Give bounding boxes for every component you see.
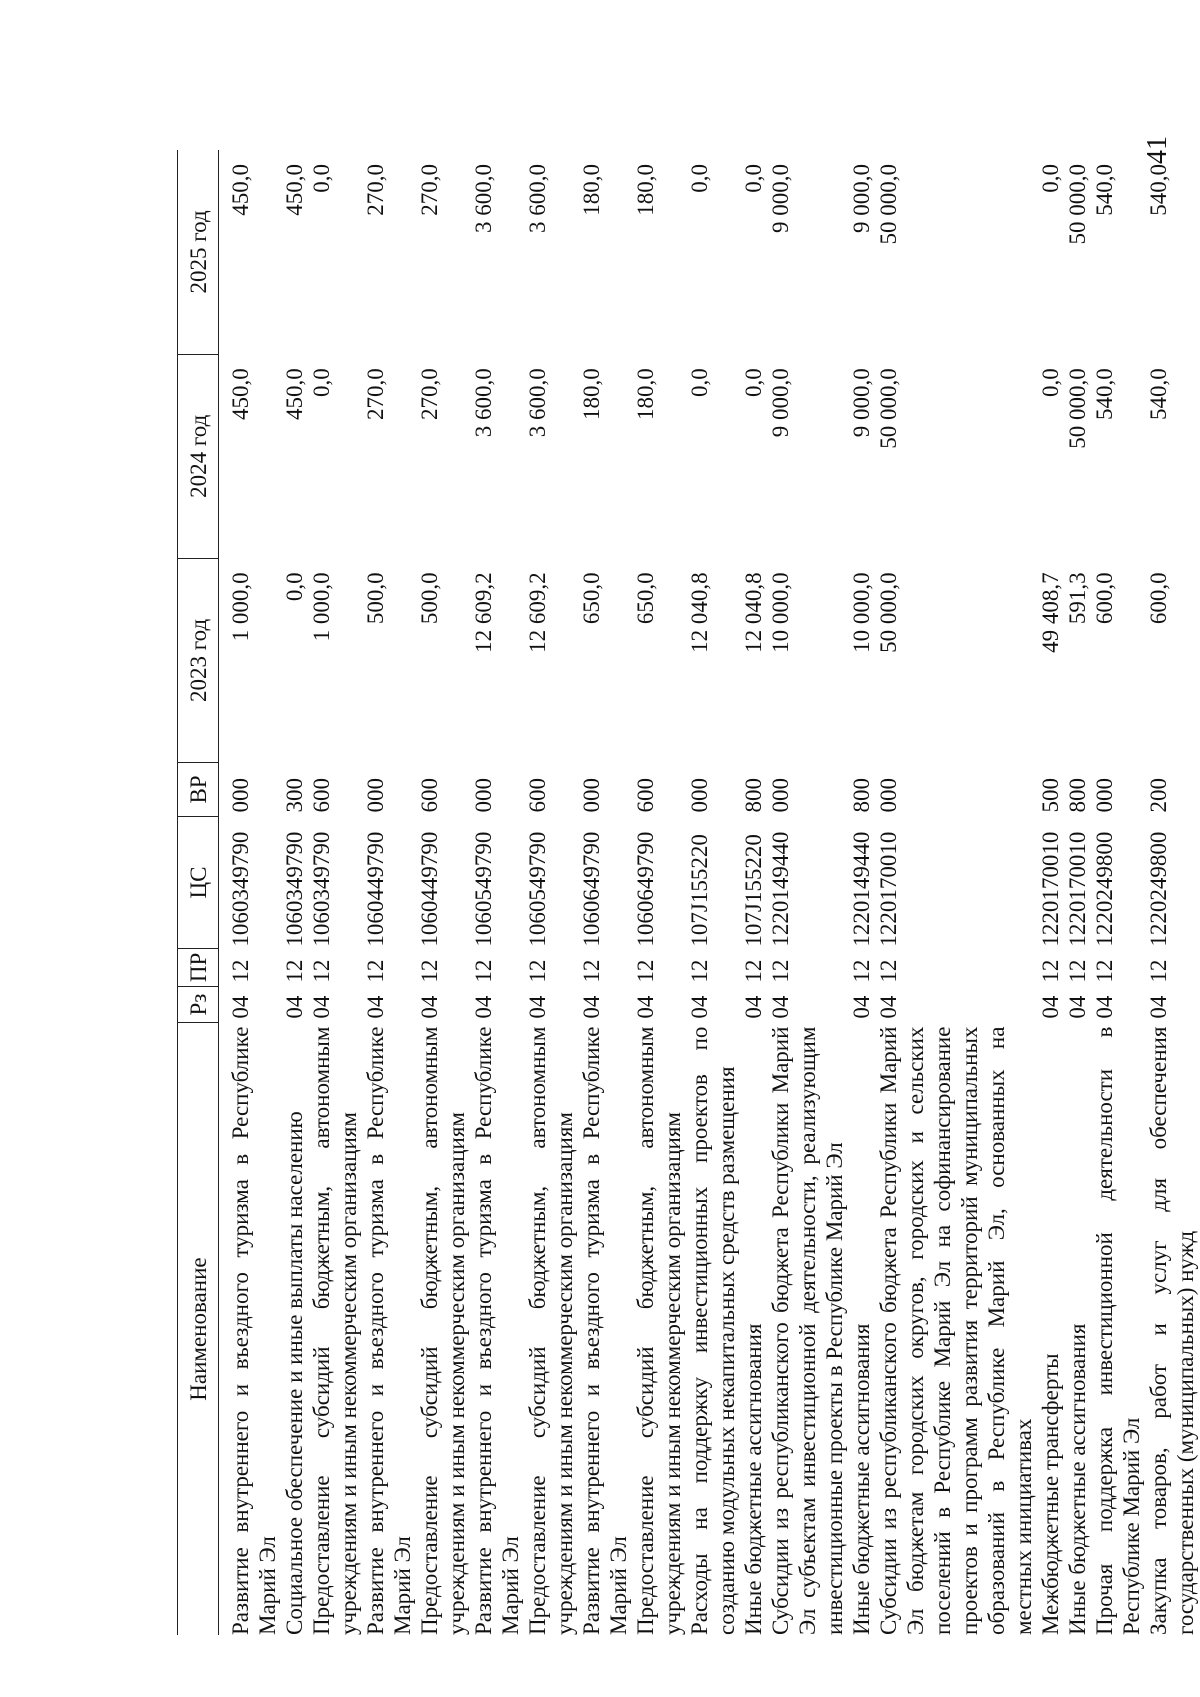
row-2024: 0,0 [741,368,766,397]
row-rz: 04 [525,995,550,1019]
row-vr: 600 [417,777,442,813]
row-2023: 10 000,0 [849,572,874,653]
table-row [1091,150,1145,1635]
row-pr: 12 [525,959,550,983]
row-pr: 12 [282,959,307,983]
row-pr: 12 [687,959,712,983]
row-pr: 12 [228,959,253,983]
row-vr: 000 [768,777,793,813]
row-vr: 600 [633,777,658,813]
row-vr: 500 [1038,777,1063,813]
row-cs: 1060349790 [309,831,334,947]
row-2023: 0,0 [282,572,307,602]
row-2025: 3 600,0 [525,164,550,233]
row-2024: 270,0 [363,368,388,420]
row-rz: 04 [741,995,766,1019]
row-2025: 0,0 [741,164,766,193]
row-2023: 500,0 [363,572,388,625]
row-pr: 12 [363,959,388,983]
row-pr: 12 [1146,959,1171,983]
header-pr: ПР [178,949,219,987]
row-name: Предоставление субсидий бюджетным, автономным учреждениям и иным некоммерческим организациям [525,1026,577,1635]
row-pr: 12 [633,959,658,983]
table-row [578,150,632,1635]
row-2023: 650,0 [633,572,658,625]
row-2023: 591,3 [1065,572,1090,625]
row-name: Расходы на поддержку инвестиционных проектов по созданию модульных некапитальных средств размещения [687,1026,739,1635]
row-2023: 12 040,8 [741,572,766,653]
row-vr: 000 [687,777,712,813]
row-name: Развитие внутреннего и въездного туризма в Республике Марий Эл [228,1026,280,1635]
row-cs: 1220149440 [849,831,874,947]
row-2024: 180,0 [579,368,604,420]
table-row [875,150,1037,1635]
row-rz: 04 [876,995,901,1019]
header-2023: 2023 год [178,558,219,762]
row-2025: 450,0 [228,164,253,216]
row-vr: 800 [741,777,766,813]
row-name: Предоставление субсидий бюджетным, автономным учреждениям и иным некоммерческим организациям [309,1026,361,1635]
row-rz: 04 [687,995,712,1019]
row-vr: 000 [1092,777,1117,813]
row-2025: 270,0 [417,164,442,216]
row-2025: 9 000,0 [849,164,874,233]
row-pr: 12 [417,959,442,983]
row-rz: 04 [1146,995,1171,1019]
header-2024: 2024 год [178,354,219,558]
row-pr: 12 [849,959,874,983]
row-name: Иные бюджетные ассигнования [1065,1323,1090,1635]
header-rz: Рз [178,987,219,1023]
row-name: Развитие внутреннего и въездного туризма в Республике Марий Эл [579,1026,631,1635]
row-vr: 600 [309,777,334,813]
row-name: Социальное обеспечение и иные выплаты населению [282,1111,307,1635]
header-vr: ВР [178,762,219,816]
row-name: Иные бюджетные ассигнования [849,1323,874,1635]
row-2024: 0,0 [309,368,334,397]
header-2025: 2025 год [178,150,219,354]
row-name: Закупка товаров, работ и услуг для обеспечения государственных (муниципальных) нужд [1146,1026,1198,1635]
row-2024: 0,0 [1038,368,1063,397]
row-2025: 3 600,0 [471,164,496,233]
row-vr: 000 [471,777,496,813]
table-row [1064,150,1091,1635]
row-2023: 12 609,2 [525,572,550,653]
table-row [686,150,740,1635]
row-2025: 270,0 [363,164,388,216]
row-rz: 04 [579,995,604,1019]
row-vr: 800 [849,777,874,813]
row-2024: 450,0 [282,368,307,420]
row-2023: 50 000,0 [876,572,901,653]
row-cs: 1220170010 [876,831,901,947]
table-row [362,150,416,1635]
row-pr: 12 [309,959,334,983]
row-2024: 270,0 [417,368,442,420]
header-name: Наименование [178,1023,219,1635]
row-vr: 800 [1065,777,1090,813]
row-rz: 04 [1092,995,1117,1019]
row-pr: 12 [741,959,766,983]
row-cs: 1060549790 [525,831,550,947]
row-2025: 0,0 [1038,164,1063,193]
row-vr: 000 [363,777,388,813]
row-2024: 3 600,0 [525,368,550,438]
table-row [308,150,362,1635]
row-cs: 1060449790 [363,831,388,947]
row-pr: 12 [1065,959,1090,983]
row-2023: 10 000,0 [768,572,793,653]
row-cs: 1220249800 [1092,831,1117,947]
row-2025: 540,0 [1146,164,1171,216]
row-pr: 12 [471,959,496,983]
row-2024: 9 000,0 [768,368,793,438]
page-number: 41 [1142,136,1173,164]
row-2024: 540,0 [1146,368,1171,420]
row-cs: 1060649790 [633,831,658,947]
row-2023: 500,0 [417,572,442,625]
row-name: Развитие внутреннего и въездного туризма в Республике Марий Эл [471,1026,523,1635]
row-vr: 000 [876,777,901,813]
row-name: Субсидии из республиканского бюджета Республики Марий Эл бюджетам городских округов, городских и сельских поселений в Республике Марий Эл на софинансирование проектов и программ развития территорий муниципальных образований в Республике Марий Эл, основанных на местных инициативах [876,1026,1036,1635]
row-rz: 04 [363,995,388,1019]
row-2025: 9 000,0 [768,164,793,233]
row-name: Предоставление субсидий бюджетным, автономным учреждениям и иным некоммерческим организациям [417,1026,469,1635]
row-2024: 50 000,0 [876,368,901,449]
row-2025: 50 000,0 [1065,164,1090,245]
row-rz: 04 [471,995,496,1019]
row-2025: 450,0 [282,164,307,216]
row-cs: 107J155220 [741,834,766,947]
row-pr: 12 [768,959,793,983]
table-row [767,150,848,1635]
row-2025: 0,0 [687,164,712,193]
row-vr: 000 [579,777,604,813]
row-cs: 1060349790 [282,831,307,947]
row-rz: 04 [633,995,658,1019]
table-row [632,150,686,1635]
row-pr: 12 [876,959,901,983]
row-rz: 04 [1038,995,1063,1019]
row-name: Прочая поддержка инвестиционной деятельности в Республике Марий Эл [1092,1026,1144,1635]
row-2023: 12 609,2 [471,572,496,653]
row-2025: 540,0 [1092,164,1117,216]
budget-table-sheet [177,150,1198,1635]
row-2023: 650,0 [579,572,604,625]
budget-table [177,150,1199,1635]
table-row [219,150,282,1635]
row-pr: 12 [579,959,604,983]
row-2024: 3 600,0 [471,368,496,438]
row-rz: 04 [417,995,442,1019]
row-2024: 180,0 [633,368,658,420]
table-header-row [178,150,219,1635]
table-row [1037,150,1064,1635]
row-cs: 1060549790 [471,831,496,947]
row-2024: 0,0 [687,368,712,397]
row-vr: 300 [282,777,307,813]
row-2025: 180,0 [579,164,604,216]
row-pr: 12 [1092,959,1117,983]
header-cs: ЦС [178,816,219,948]
row-2024: 540,0 [1092,368,1117,420]
row-2025: 0,0 [309,164,334,193]
table-row [524,150,578,1635]
row-2023: 600,0 [1146,572,1171,625]
row-rz: 04 [1065,995,1090,1019]
row-2024: 50 000,0 [1065,368,1090,449]
table-row [281,150,308,1635]
row-cs: 1060649790 [579,831,604,947]
table-row [848,150,875,1635]
table-row [740,150,767,1635]
row-vr: 600 [525,777,550,813]
row-rz: 04 [309,995,334,1019]
row-2023: 49 408,7 [1038,572,1063,653]
row-2023: 1 000,0 [228,572,253,642]
table-row [1145,150,1199,1635]
row-name: Межбюджетные трансферты [1038,1353,1063,1635]
row-2023: 12 040,8 [687,572,712,653]
row-name: Предоставление субсидий бюджетным, автономным учреждениям и иным некоммерческим организациям [633,1026,685,1635]
row-rz: 04 [228,995,253,1019]
row-2025: 180,0 [633,164,658,216]
row-vr: 200 [1146,777,1171,813]
row-cs: 1060349790 [228,831,253,947]
row-cs: 1220170010 [1038,831,1063,947]
row-cs: 1220149440 [768,831,793,947]
row-pr: 12 [1038,959,1063,983]
row-2023: 600,0 [1092,572,1117,625]
row-2024: 9 000,0 [849,368,874,438]
row-cs: 107J155220 [687,834,712,947]
row-vr: 000 [228,777,253,813]
row-name: Иные бюджетные ассигнования [741,1323,766,1635]
row-cs: 1060449790 [417,831,442,947]
row-2023: 1 000,0 [309,572,334,642]
row-rz: 04 [768,995,793,1019]
row-rz: 04 [849,995,874,1019]
row-name: Субсидии из республиканского бюджета Республики Марий Эл субъектам инвестиционной деятельности, реализующим инвестиционные проекты в Республике Марий Эл [768,1026,847,1635]
row-2025: 50 000,0 [876,164,901,245]
table-row [470,150,524,1635]
row-2024: 450,0 [228,368,253,420]
row-cs: 1220170010 [1065,831,1090,947]
table-row [416,150,470,1635]
row-cs: 1220249800 [1146,831,1171,947]
row-name: Развитие внутреннего и въездного туризма в Республике Марий Эл [363,1026,415,1635]
row-rz: 04 [282,995,307,1019]
